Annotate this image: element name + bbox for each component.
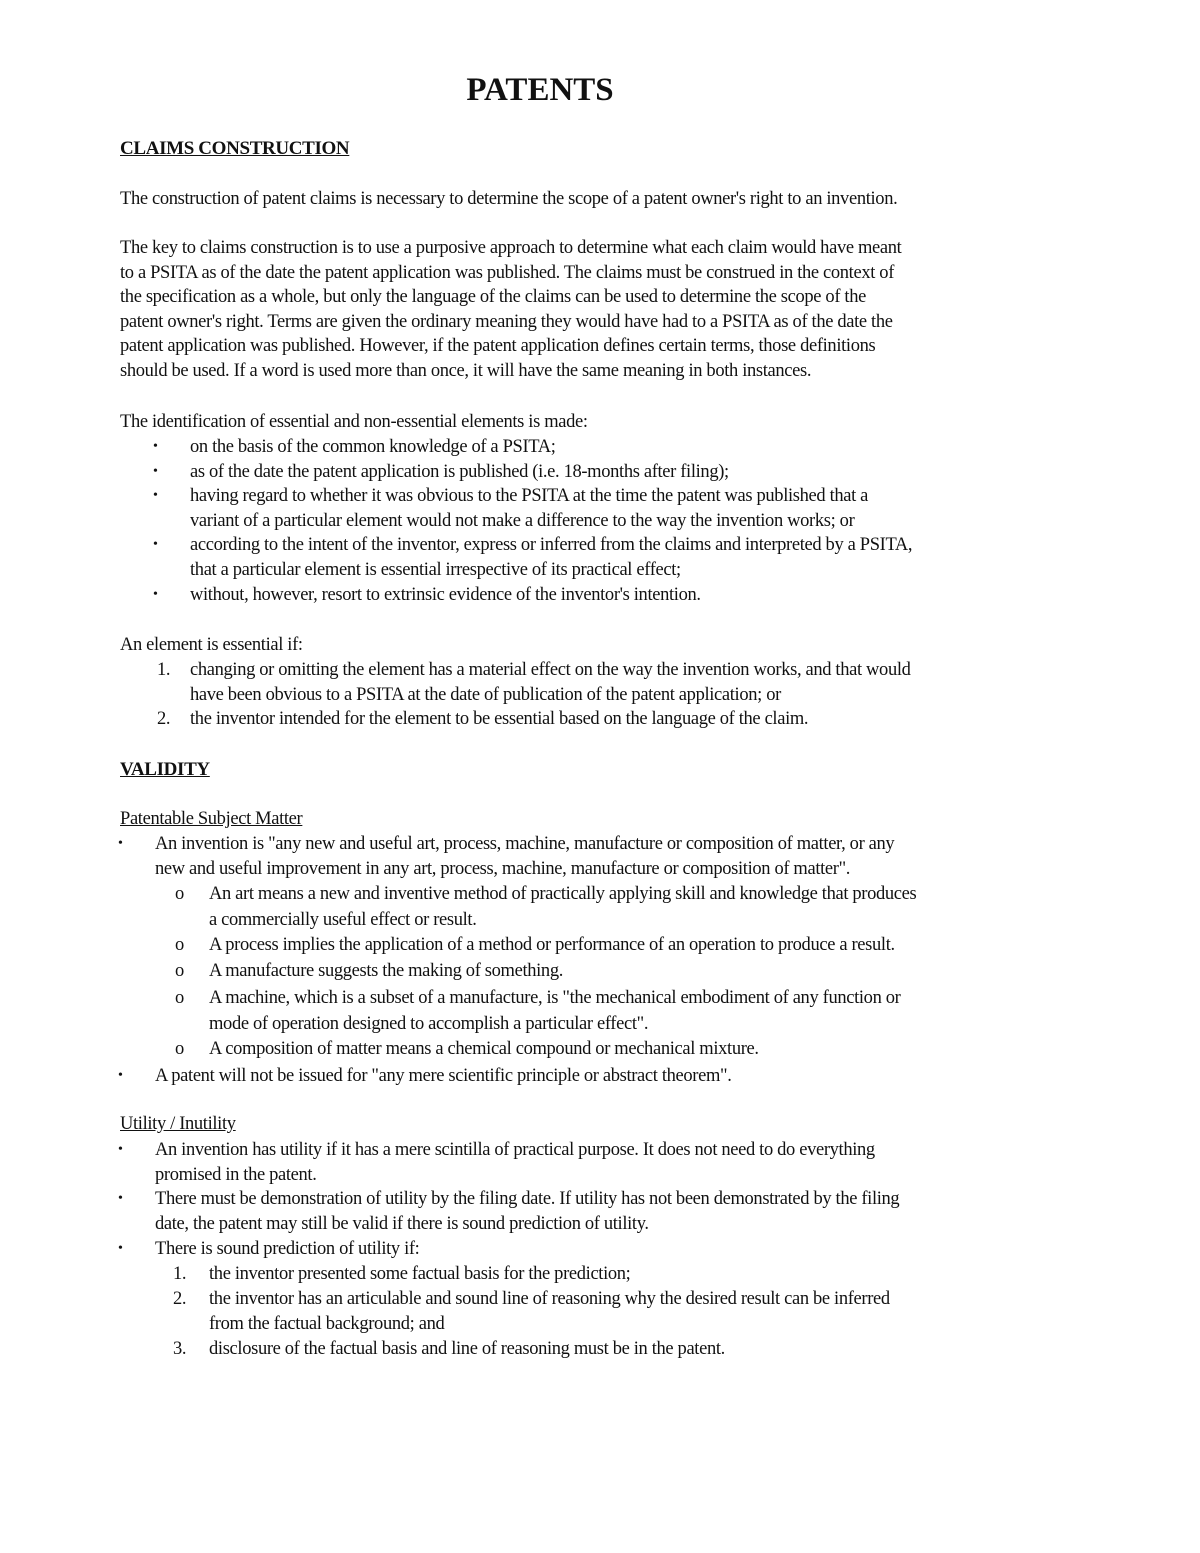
list-item-text: from the factual background; and [209,1314,445,1334]
circle-bullet-icon: o [175,961,184,981]
document-title [0,70,1080,110]
list-item-text: An invention is "any new and useful art, process, machine, manufacture or composition of matter, or any [155,834,895,854]
list-item-text: that a particular element is essential irrespective of its practical effect; [190,559,681,580]
list-item-text: There must be demonstration of utility by the filing date. If utility has not been demonstrated by the filing [155,1189,900,1209]
paragraph-line: should be used. If a word is used more than once, it will have the same meaning in both instances. [120,360,812,381]
subheading-utility-inutility: Utility / Inutility [120,1114,236,1134]
list-item-text: the inventor presented some factual basis for the prediction; [209,1264,631,1284]
list-item-text: without, however, resort to extrinsic evidence of the inventor's intention. [190,584,701,605]
list-item-text: date, the patent may still be valid if there is sound prediction of utility. [155,1214,649,1234]
claims-intro-paragraph: The construction of patent claims is necessary to determine the scope of a patent owner's right to an invention. [120,189,898,209]
list-item-text: having regard to whether it was obvious to the PSITA at the time the patent was published that a [190,486,869,507]
bullet-icon: • [153,439,158,454]
bullet-icon: • [118,1191,123,1206]
list-item-text: have been obvious to a PSITA at the date of publication of the patent application; or [190,684,781,705]
paragraph-line: the specification as a whole, but only the language of the claims can be used to determine the scope of the [120,287,866,308]
paragraph-line: patent application was published. However, if the patent application defines certain terms, those definitions [120,336,876,357]
list-item-text: the inventor intended for the element to be essential based on the language of the claim. [190,709,809,730]
section-heading-validity: VALIDITY [120,759,210,780]
list-item-text: promised in the patent. [155,1165,317,1185]
essential-intro: An element is essential if: [120,635,303,655]
list-number: 2. [157,709,171,730]
bullet-icon: • [118,1068,123,1083]
list-item-text: according to the intent of the inventor, express or inferred from the claims and interpreted by a PSITA, [190,535,913,556]
list-item-text: mode of operation designed to accomplish a particular effect". [209,1014,649,1034]
document-title-text: PATENTS [466,72,614,108]
bullet-icon: • [118,836,123,851]
list-item-text: A manufacture suggests the making of something. [209,961,563,981]
list-item-text: on the basis of the common knowledge of a PSITA; [190,437,556,457]
circle-bullet-icon: o [175,935,184,955]
list-item-text: disclosure of the factual basis and line of reasoning must be in the patent. [209,1339,725,1359]
list-item-text: as of the date the patent application is published (i.e. 18-months after filing); [190,461,729,482]
list-number: 1. [173,1264,187,1284]
list-item-text: the inventor has an articulable and sound line of reasoning why the desired result can be inferred [209,1289,890,1309]
list-number: 1. [157,660,171,680]
claims-key-paragraph [120,236,1080,384]
identification-intro: The identification of essential and non-essential elements is made: [120,412,588,432]
subheading-patentable-subject-matter: Patentable Subject Matter [120,809,303,829]
list-item-text: variant of a particular element would not make a difference to the way the invention works; or [190,510,855,531]
circle-bullet-icon: o [175,988,184,1008]
bullet-icon: • [153,488,158,504]
paragraph-line: to a PSITA as of the date the patent application was published. The claims must be construed in the context of [120,262,895,283]
list-item-text: changing or omitting the element has a material effect on the way the invention works, and that would [190,660,911,680]
circle-bullet-icon: o [175,884,184,904]
bullet-icon: • [118,1142,123,1157]
paragraph-line: patent owner's right. Terms are given the ordinary meaning they would have had to a PSITA as of the date the [120,311,893,332]
section-heading-claims-construction: CLAIMS CONSTRUCTION [120,138,350,159]
list-number: 3. [173,1339,187,1359]
list-item-text: A machine, which is a subset of a manufacture, is "the mechanical embodiment of any function or [209,988,901,1008]
list-item-text: A patent will not be issued for "any mere scientific principle or abstract theorem". [155,1066,732,1086]
circle-bullet-icon: o [175,1039,184,1059]
bullet-icon: • [118,1241,123,1256]
list-item-text: a commercially useful effect or result. [209,910,477,930]
list-item-text: A process implies the application of a method or performance of an operation to produce a result. [209,935,895,955]
list-number: 2. [173,1289,187,1309]
bullet-icon: • [153,463,158,479]
list-item-text: There is sound prediction of utility if: [155,1239,420,1259]
bullet-icon: • [153,537,158,553]
bullet-icon: • [153,586,158,602]
paragraph-line: The key to claims construction is to use a purposive approach to determine what each claim would have meant [120,238,902,258]
list-item-text: An invention has utility if it has a mere scintilla of practical purpose. It does not need to do everything [155,1140,875,1160]
list-item-text: A composition of matter means a chemical compound or mechanical mixture. [209,1039,759,1059]
list-item-text: new and useful improvement in any art, process, machine, manufacture or composition of matter". [155,859,851,879]
list-item-text: An art means a new and inventive method of practically applying skill and knowledge that produces [209,884,917,904]
